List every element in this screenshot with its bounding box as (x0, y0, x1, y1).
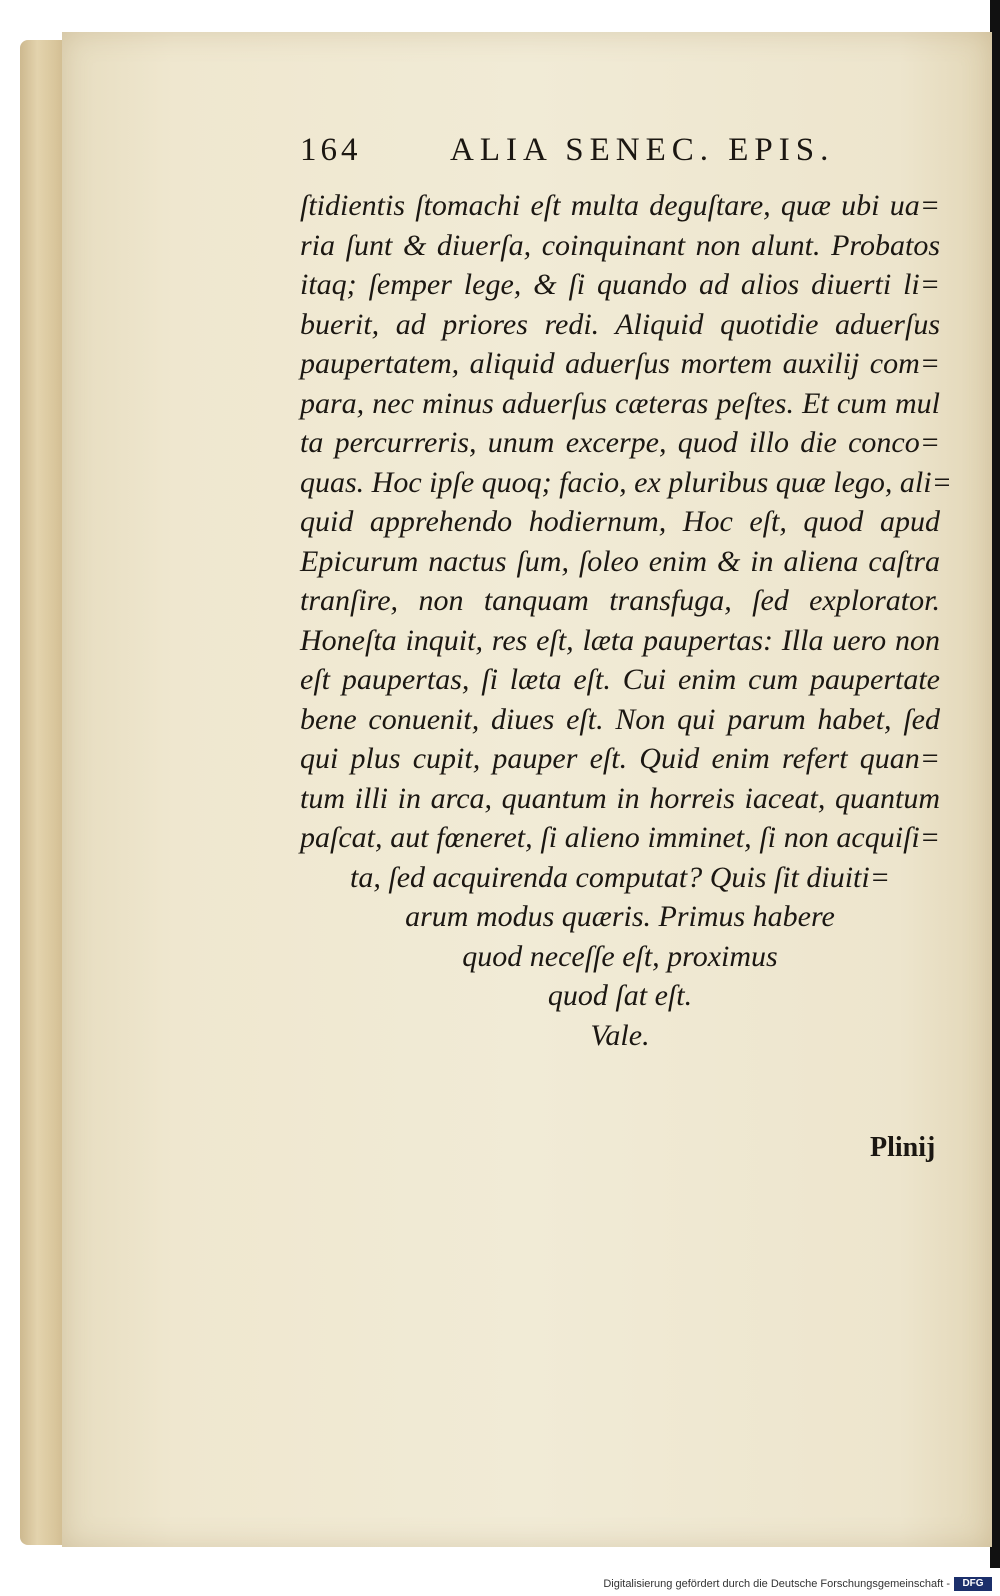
body-text (300, 186, 952, 1055)
running-title: ALIA SENEC. EPIS. (450, 132, 835, 168)
text-line: para, nec minus aduerſus cæteras peſtes. Et cum mul (300, 386, 940, 420)
catchword: Plinij (870, 1132, 936, 1163)
text-line: arum modus quæris. Primus habere (405, 900, 835, 933)
text-line: Honeſta inquit, res eſt, læta paupertas: Illa uero non (300, 623, 940, 657)
text-line: buerit, ad priores redi. Aliquid quotidie aduerſus (300, 307, 940, 341)
text-line: quid apprehendo hodiernum, Hoc eſt, quod apud (300, 505, 940, 538)
text-line: ta percurreris, unum excerpe, quod illo die conco= (300, 426, 940, 459)
text-line: quas. Hoc ipſe quoq; facio, ex pluribus quæ lego, ali= (300, 465, 952, 499)
page-header (300, 132, 840, 172)
text-line: quod neceſſe eſt, proximus (462, 939, 778, 973)
text-line: paſcat, aut fœneret, ſi alieno imminet, ſi non acquiſi= (300, 821, 940, 854)
text-line: quod ſat eſt. (547, 979, 693, 1012)
text-line: tranſire, non tanquam transfuga, ſed explorator. (300, 584, 940, 617)
text-line: paupertatem, aliquid aduerſus mortem auxilij com= (300, 347, 940, 380)
text-line: Epicurum nactus ſum, ſoleo enim & in aliena caſtra (300, 544, 940, 578)
text-line: ta, ſed acquirenda computat? Quis ſit diuiti= (350, 860, 890, 894)
text-line: bene conuenit, diues eſt. Non qui parum habet, ſed (300, 702, 940, 736)
text-line: eſt paupertas, ſi læta eſt. Cui enim cum paupertate (300, 663, 940, 696)
text-line: tum illi in arca, quantum in horreis iaceat, quantum (300, 781, 940, 815)
closing-vale: Vale. (590, 1018, 650, 1052)
text-line: qui plus cupit, pauper eſt. Quid enim refert quan= (300, 742, 940, 775)
footer-credit: Digitalisierung gefördert durch die Deutsche Forschungsgemeinschaft - (603, 1578, 950, 1590)
text-line: ſtidientis ſtomachi eſt multa deguſtare, quæ ubi ua= (300, 189, 940, 222)
text-line: ria ſunt & diuerſa, coinquinant non alunt. Probatos (300, 228, 940, 262)
dfg-logo: DFG (954, 1577, 992, 1591)
page-number: 164 (300, 132, 362, 168)
text-line: itaq; ſemper lege, & ſi quando ad alios diuerti li= (300, 268, 940, 301)
